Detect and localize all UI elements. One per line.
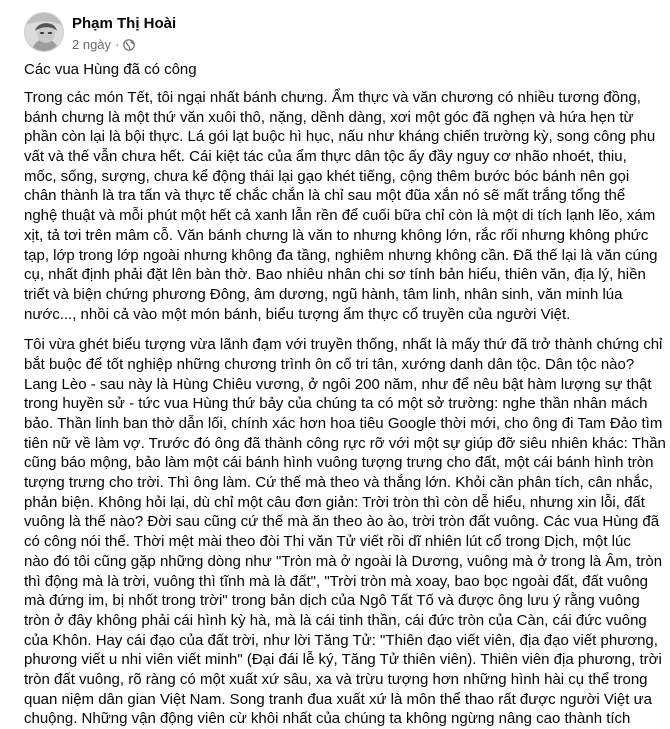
text-line: thì động mà là trời, vuông thì tĩnh mà là đất", "Trời tròn mà xoay, bao bọc ngoài đất, đất vuông — [24, 572, 649, 590]
text-line: Tôi vừa ghét biểu tượng vừa lãnh đạm với truyền thống, nhất là mấy thứ đã trở thành chứng chỉ — [24, 336, 663, 354]
text-line: chuộng. Những vận động viên cừ khôi nhất của chúng ta không ngừng nâng cao thành tích — [24, 710, 631, 728]
text-line: triết và biện chứng phương Đông, âm dương, ngũ hành, tâm linh, nhân sinh, văn minh lúa — [24, 285, 623, 303]
text-line: bắt buộc để tốt nghiệp những chương trình ôn cố tri tân, xướng danh dân tộc. Dân tộc nào? — [24, 355, 635, 373]
text-line: nghệ thuật và mỗi phút một hết cả xanh lẫn rền để cuối bữa chỉ còn là một di tích lạnh lẽo, xám — [24, 207, 656, 225]
text-line: Trong các món Tết, tôi ngại nhất bánh chưng. Ẩm thực và văn chương có nhiều tương đồng, — [24, 89, 641, 106]
text-line: của Khôn. Hay cái đạo của đất trời, như lời Tăng Tử: "Thiên đạo viết viên, địa đạo viết phương, — [24, 631, 658, 649]
meta-separator: · — [115, 37, 120, 52]
text-line: mốc, sống, sượng, chưa kể động thái lại gạo khét tiếng, cộng thêm bước bóc bánh nên gọi — [24, 167, 630, 185]
text-line: cụ, nhất định phải đặt lên bàn thờ. Bao nhiêu nhân chi sơ tính bản hiểu, thiên văn, địa lý, hiền — [24, 266, 646, 284]
text-line: trong huyền sử - tức vua Hùng thứ bảy của chúng ta có một sở trường: nghe thần nhân mách — [24, 395, 648, 413]
text-line: tượng trưng cho trời. Thì ông làm. Cứ thế mà theo và thắng lớn. Khỏi cần phân tích, cân nhắc, — [24, 474, 653, 492]
text-line: tiên nữ về làm vợ. Trước đó ông đã thành công rực rỡ với một sự giúp đỡ siêu nhiên khác: Thần — [24, 434, 666, 452]
text-line: mà đứng im, bị nhốt trong trời" trong bản dịch của Ngô Tất Tố và được ông lưu ý rằng vuông — [24, 592, 640, 610]
text-line: nào đó tôi cũng gặp những dòng như "Tròn mà ở ngoài là Dương, vuông mà ở trong là Âm, tròn — [24, 552, 663, 570]
text-line: vất và thế vẫn chưa hết. Cái kiệt tác của ẩm thực dân tộc ấy đầy nguy cơ nhão nhoét, thiu, — [24, 148, 627, 166]
text-line: phần còn lại là bội thực. Lá gói lạt buộc hì hục, nấu như kháng chiến trường kỳ, song công phu — [24, 128, 656, 146]
post-meta — [72, 37, 135, 52]
author-name[interactable]: Phạm Thị Hoài — [72, 15, 177, 32]
text-line: quan niệm dân gian Việt Nam. Song tranh đua xuất xứ là môn thể thao rất được người Việt ưa — [24, 690, 652, 708]
text-line: bánh chưng là một thứ văn xuôi thô, nặng, dềnh dàng, xơi một góc đã nghẹn và hứa hẹn từ — [24, 108, 634, 126]
post-time[interactable]: 2 ngày — [72, 37, 112, 52]
text-line: vuông là thế nào? Đời sau cũng cứ thế mà ăn theo ào ào, trời tròn đất vuông. Các vua Hùng đã — [24, 513, 660, 531]
avatar-portrait-icon — [25, 13, 64, 52]
author-avatar[interactable] — [24, 12, 64, 52]
post-body — [24, 60, 666, 729]
text-line: chân thành là tra tấn và thực tế chắc chắn là chỉ sau một đũa xắn nó sẽ mất trắng tổng thể — [24, 187, 626, 205]
text-line: tròn ở đây không phải cái hình kỳ hà, mà là cái tinh thần, cái đức tròn của Càn, cái đức vuông — [24, 611, 647, 629]
text-line: cũng báo mộng, bảo làm một cái bánh hình vuông tượng trưng cho đất, một cái bánh hình tròn — [24, 454, 654, 472]
text-line: xịt, tả tơi trên mâm cỗ. Văn bánh chưng là văn to nhưng không lớn, rắc rối nhưng không phức — [24, 226, 649, 244]
text-line: có công nói thế. Thời mệt mài theo đòi Thi văn Tử viết rồi dĩ nhiên lút cổ trong Dịch, một lúc — [24, 533, 631, 551]
post-header — [24, 12, 644, 56]
text-line: nước..., nhồi cả vào một món bánh, biểu tượng ẩm thực cổ truyền của người Việt. — [24, 305, 571, 323]
post-title: Các vua Hùng đã có công — [24, 61, 197, 78]
text-line: Lang Lèo - sau này là Hùng Chiêu vương, ở ngôi 200 năm, như để nêu bật hàm lượng sự thật — [24, 375, 652, 393]
text-line: tạp, lớp trong lớp ngoài nhưng không đa tầng, nghiêm nhưng không cần. Đã thế lại là văn cúng — [24, 246, 658, 264]
paragraph-2 — [24, 335, 666, 729]
text-line: phản biện. Không hỏi lại, dù chỉ một câu đơn giản: Trời tròn thì còn dễ hiểu, nhưng xin lỗi, đất — [24, 493, 645, 511]
paragraph-1 — [24, 88, 658, 324]
text-line: bảo. Thần linh ban thờ dẫn lối, chính xác hơn hoa tiêu Google thời mới, cho ông đi Tam Đảo tìm — [24, 415, 663, 432]
text-line: tròn đất vuông, rõ ràng có một xuất xứ sâu, xa và trừu tượng hơn những hình hài cụ thể trong — [24, 670, 648, 688]
globe-icon[interactable] — [123, 39, 135, 51]
text-line: phương viết u nhi viên viết minh" (Đại đái lễ ký, Tăng Tử thiên viên). Thiên viên địa phương, trời — [24, 651, 662, 669]
